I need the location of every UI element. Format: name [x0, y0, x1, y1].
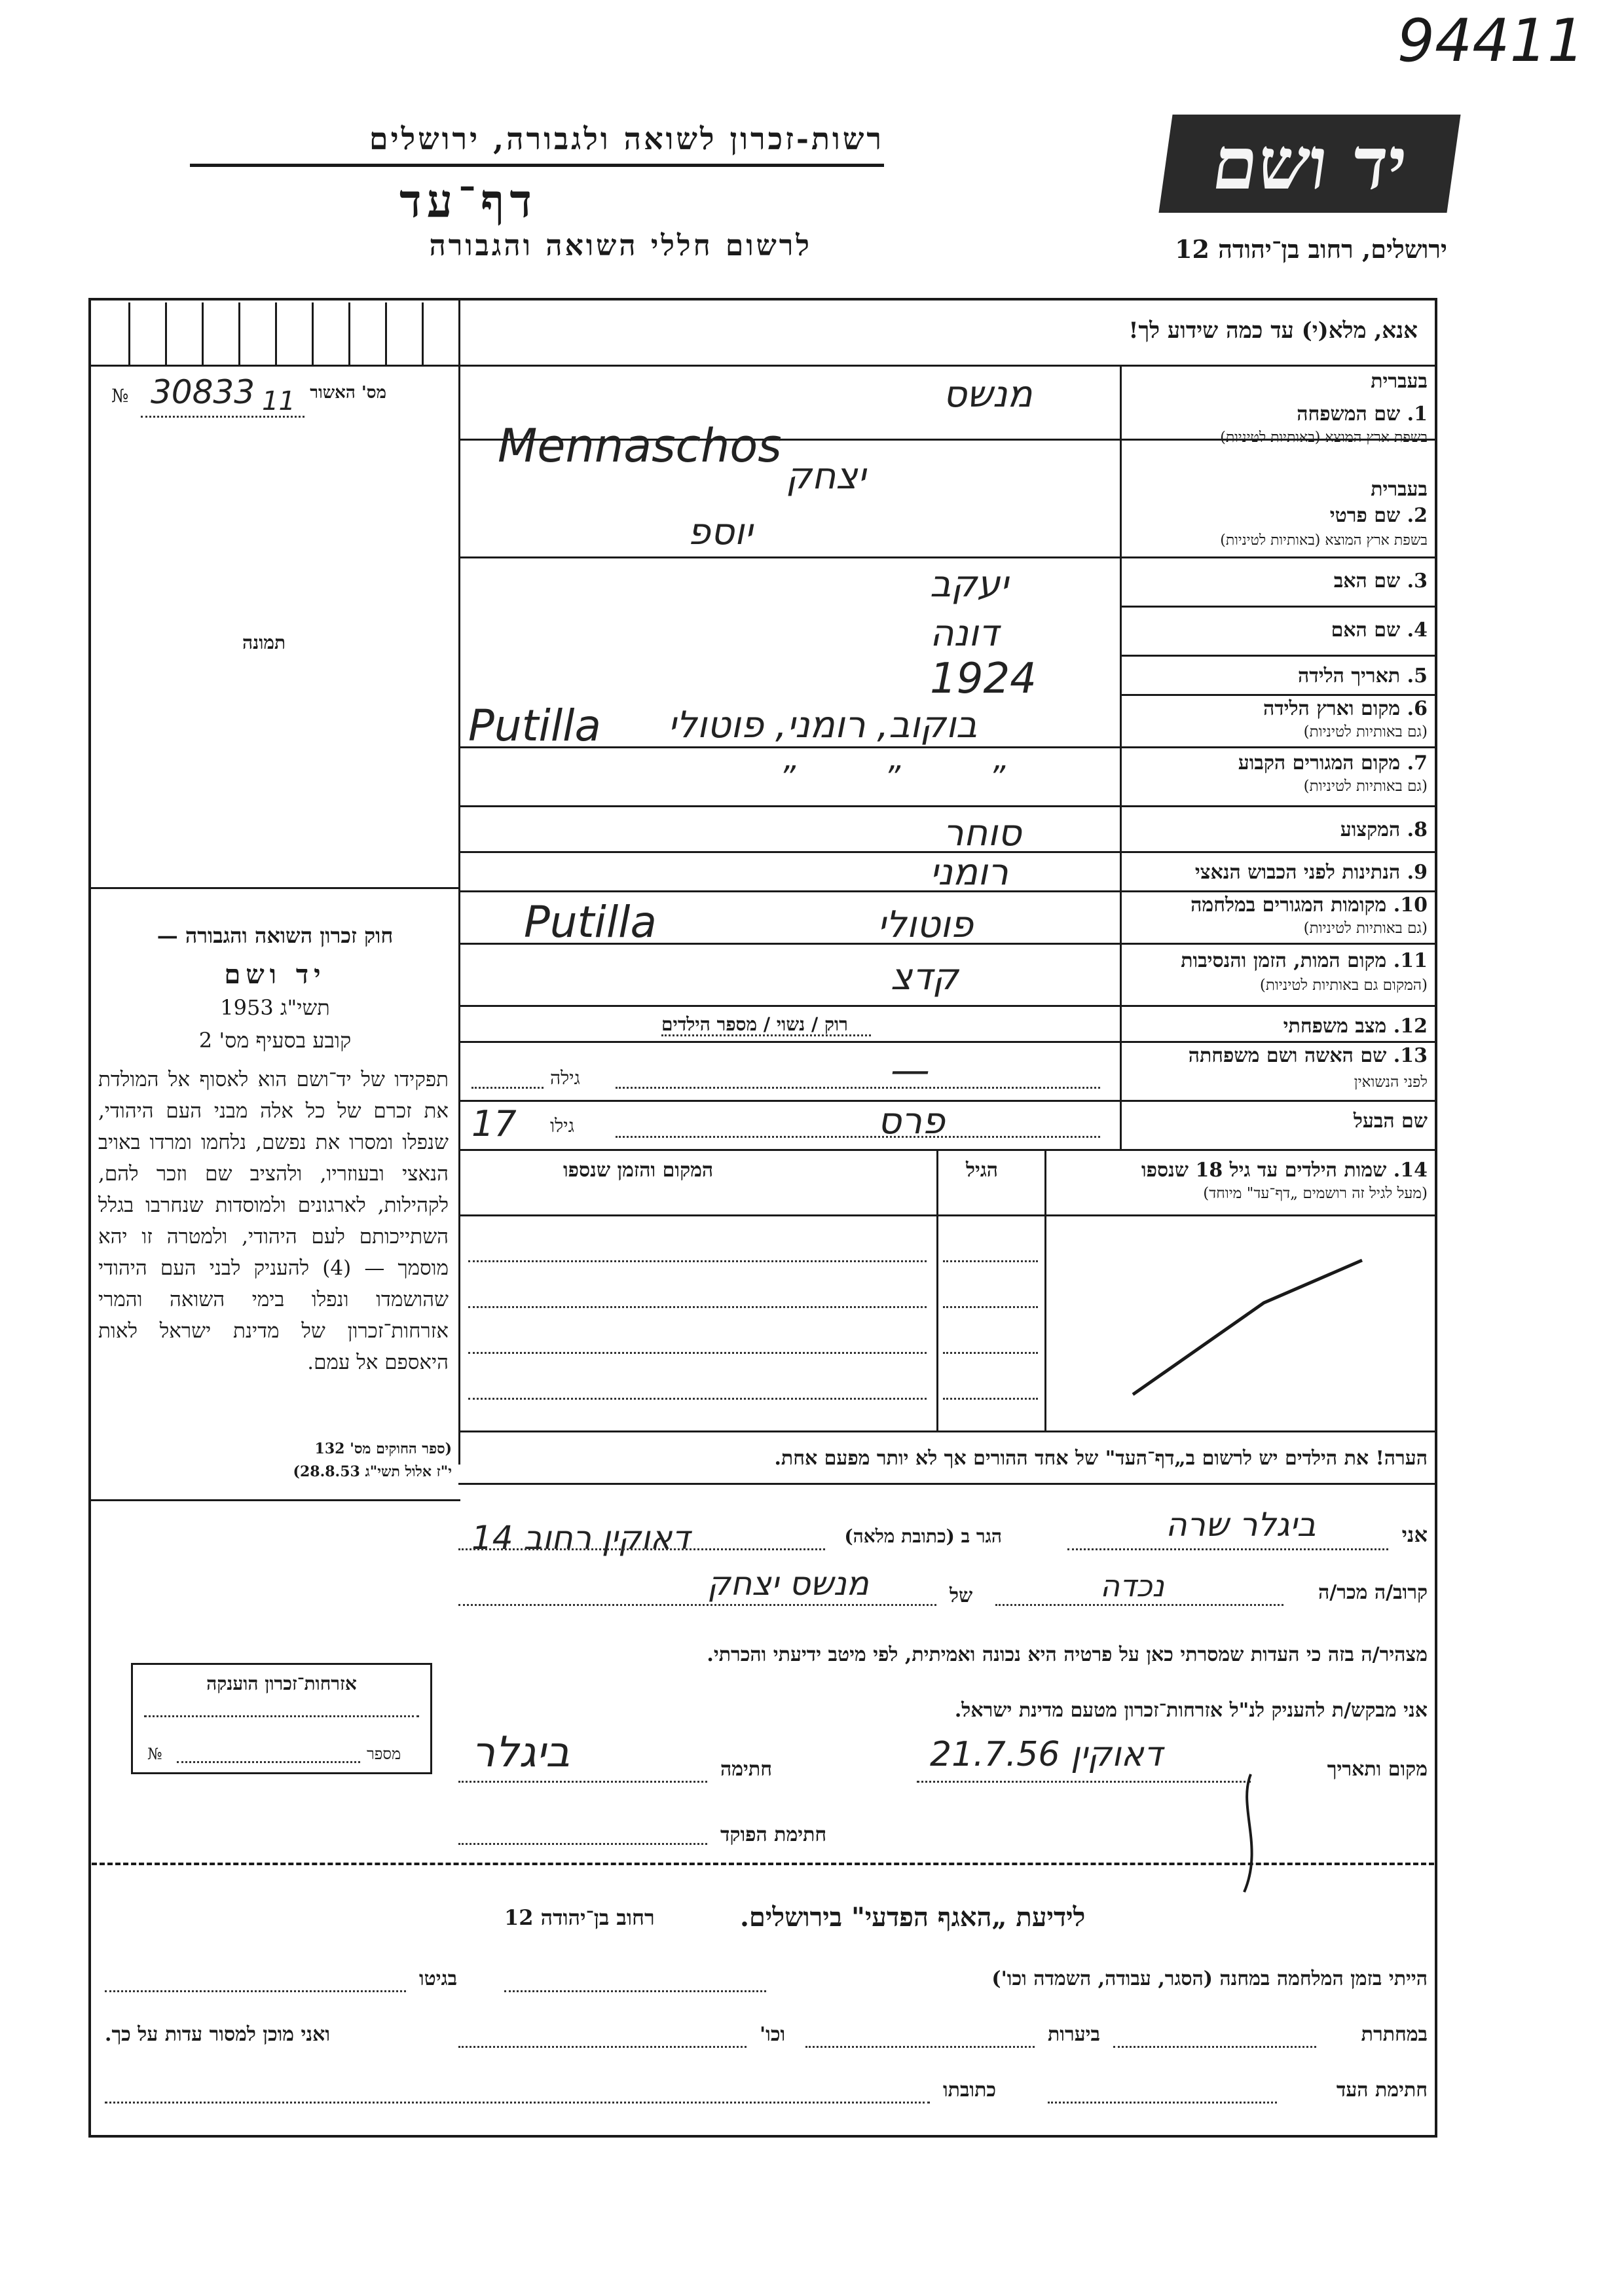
field-number: 3.: [1407, 570, 1428, 592]
field-label: [1340, 818, 1428, 841]
law-ref-2: י"ז אלול תשי"ג 28.8.53): [293, 1463, 452, 1480]
approval-suffix: 11: [262, 386, 295, 416]
field-number: 12.: [1393, 1015, 1428, 1038]
wife-mark: —: [891, 1048, 930, 1093]
field-number: 11.: [1393, 949, 1428, 972]
children-row-line: [943, 1260, 1038, 1262]
strikeout-line: [1133, 1260, 1362, 1394]
family-status-options: רוק / נשוי / מספר הילדים: [661, 1013, 848, 1035]
declaration-relative-label: קרוב/ה מכר/ה: [1318, 1581, 1428, 1604]
field-text: שם הבעל: [1353, 1110, 1428, 1133]
note-text: הערה! את הילדים יש לרשום ב„דף־העד" של אחד ההורים אך לא יותר מפעם אחת.: [774, 1447, 1428, 1470]
field-sub: בשפת ארץ המוצא (באותיות לטיניות): [1220, 532, 1428, 549]
husband-name-line: [616, 1136, 1100, 1138]
declaration-of-name: מנשס יצחק: [707, 1565, 869, 1603]
family-status-line: [661, 1034, 871, 1036]
left-column-divider: [458, 299, 460, 1465]
field-text: מקום המות, הזמן והנסיבות: [1181, 949, 1387, 972]
row-divider: [458, 1041, 1437, 1043]
field-text: הנתינות לפני הכבוש הנאצי: [1194, 861, 1401, 884]
birth-place: בוקוב, רומני, פוטולי: [668, 704, 978, 746]
authority-name: רשות-זכרון לשואה ולגבורה, ירושלים: [369, 121, 884, 156]
field-sub: בשפת ארץ המוצא (באותיות לטיניות): [1220, 429, 1428, 446]
header-underline: [190, 164, 884, 167]
nationality: רומני: [930, 851, 1008, 894]
field-label: [1354, 1110, 1428, 1133]
stroke-path: [1244, 1774, 1252, 1892]
officer-label: חתימת הפוקד: [720, 1823, 827, 1846]
declaration-resides-label: הגר ב (כתובת מלאה): [844, 1525, 1002, 1547]
field-label: [1189, 1044, 1428, 1067]
field-lang-label: בעברית: [1371, 478, 1428, 501]
declaration-of-label: של: [950, 1584, 973, 1607]
field-text: מקומות המגורים במלחמה: [1190, 894, 1387, 917]
wife-age-label: גילה: [550, 1067, 580, 1089]
law-text: תפקידו של יד־ושם הוא לאסוף אל המולדת את זכרם של כל אלה מבני העם היהודי, שנפלו ומסרו את נפשם, נלחמו ומרדו באויב הנאצי ובעוזריו, ולהציב שם וזכר להם, לקהילות, לארגונים ולמוסדות שנחרבו בגלל השתייכותם לעם היהודי, ולמטרה זו יהא מוסמך — (4) להעניק לבני העם היהודי שהושמדו ונפלו בימי השואה והמרי אזרחות־זכרון של מדינת ישראל לאות היאספם אל עמם.: [98, 1068, 449, 1374]
signature-stroke: [1231, 1768, 1270, 1899]
field-label: [1181, 949, 1428, 972]
grid-cell: [385, 302, 424, 365]
children-row-line: [943, 1398, 1038, 1400]
children-header-divider: [458, 1214, 1437, 1216]
residence: ” ” ”: [779, 759, 1045, 796]
children-age-header: הגיל: [966, 1159, 999, 1182]
children-strikeout: [1113, 1244, 1375, 1408]
declaration-relative: נכדה: [1100, 1568, 1164, 1603]
field-number: 10.: [1393, 894, 1428, 917]
field-label: [1298, 665, 1428, 687]
grid-cell: [238, 302, 277, 365]
wife-name-line: [616, 1087, 1100, 1089]
declaration-address: דאוקין רחוב 14: [471, 1519, 690, 1557]
children-row-line: [468, 1260, 927, 1262]
field-text: מצב משפחתי: [1283, 1015, 1387, 1038]
children-label: 14. שמות הילדים עד גיל 18 שנספו: [1141, 1159, 1428, 1182]
yad-vashem-logo: יד ושם: [1158, 115, 1460, 213]
field-label: [1263, 697, 1428, 720]
children-sub: (מעל לגיל זה רושמים „דף־עד" מיוחד): [1203, 1185, 1428, 1202]
info-forests: ביערות: [1048, 2023, 1101, 2046]
row-divider: [1120, 694, 1437, 696]
field-number: 6.: [1407, 697, 1428, 720]
wartime-residence-latin: Putilla: [524, 897, 657, 947]
grid-cell: [348, 302, 387, 365]
row-divider: [88, 365, 1437, 367]
declaration-name-line: [1067, 1548, 1388, 1550]
children-col-divider: [936, 1149, 938, 1430]
field-sub: לפני הנשואין: [1354, 1074, 1428, 1091]
officer-line: [458, 1843, 707, 1845]
field-text: שם האשה ושם משפחתה: [1188, 1044, 1387, 1067]
surname-hebrew: מנשס: [943, 373, 1033, 416]
approval-prefix: №: [111, 385, 129, 407]
form-title: דף־עד: [399, 173, 538, 228]
children-col-divider: [1044, 1149, 1046, 1430]
place-date-label: מקום ותאריך: [1327, 1758, 1428, 1781]
field-number: 4.: [1407, 619, 1428, 642]
children-row-line: [943, 1306, 1038, 1308]
field-number: 8.: [1407, 818, 1428, 841]
field-sub: (גם באותיות לטיניות): [1303, 920, 1428, 937]
signature-line: [458, 1781, 707, 1783]
children-row-line: [943, 1352, 1038, 1354]
field-text: מקום וארץ הלידה: [1263, 697, 1401, 720]
field-sub: (גם באותיות לטיניות): [1303, 778, 1428, 795]
approval-number: 30833: [151, 373, 255, 411]
firstname-hebrew: יצחק: [786, 455, 866, 498]
wartime-residence: פוטולי: [877, 903, 974, 946]
grid-cell: [202, 302, 240, 365]
declaration-of-line: [458, 1604, 936, 1606]
signature-value: ביגלר: [471, 1728, 570, 1777]
field-label: [1195, 861, 1428, 884]
father-name: יעקב: [930, 563, 1008, 606]
declaration-name: ביגלר שרה: [1166, 1506, 1316, 1544]
grid-cell: [312, 302, 350, 365]
grid-cell: [275, 302, 314, 365]
field-sub: (גם באותיות לטיניות): [1303, 723, 1428, 740]
field-label: [1334, 570, 1428, 592]
intro-text: אנא, מלא(י) עד כמה שידוע לך!: [1128, 318, 1418, 344]
info-etc-line: [458, 2046, 747, 2048]
field-text: תאריך הלידה: [1298, 665, 1401, 687]
surname-latin: Mennaschos: [498, 419, 782, 473]
law-ref-1: (ספר החוקים מס' 132: [314, 1440, 452, 1457]
field-label: [1190, 894, 1428, 917]
children-row-line: [468, 1352, 927, 1354]
field-number: 2.: [1407, 504, 1428, 527]
field-label: [1330, 504, 1428, 527]
field-number: 9.: [1407, 861, 1428, 884]
field-text: שם פרטי: [1329, 504, 1401, 527]
info-camp-line: [504, 1990, 766, 1992]
info-ghetto-line: [105, 1990, 406, 1992]
photo-divider: [88, 887, 460, 889]
info-address-label: כתובתו: [943, 2079, 997, 2102]
info-witness-signature: חתימת העד: [1336, 2079, 1428, 2102]
archive-number: 94411: [1397, 7, 1585, 75]
label-column-divider: [1120, 365, 1122, 1150]
photo-label: תמונה: [242, 632, 286, 653]
info-underground: במחתרת: [1361, 2023, 1428, 2046]
place-date-value: דאוקין 21.7.56: [930, 1735, 1163, 1774]
declaration-statement-1: מצהיר/ה בזה כי העדות שמסרתי כאן על פרטיה היא נכונה ואמיתית, לפי מיטב ידיעתי והכרתי.: [707, 1643, 1428, 1666]
info-title: לידיעת „האגף הפדעי" בירושלים.: [740, 1902, 1086, 1933]
children-place-header: המקום והזמן שנספו: [563, 1159, 714, 1182]
info-forests-line: [805, 2046, 1035, 2048]
field-text: שם האם: [1331, 619, 1401, 642]
field-number: 13.: [1393, 1044, 1428, 1067]
row-divider: [458, 746, 1437, 748]
info-address-line: [105, 2102, 930, 2104]
children-row-line: [468, 1398, 927, 1400]
firstname-second: יוספ: [688, 511, 753, 553]
law-title: חוק זכרון השואה והגבורה —: [157, 923, 394, 948]
signature-label: חתימה: [720, 1758, 772, 1781]
field-number: 1.: [1407, 403, 1428, 426]
info-ready: ואני מוכן למסור עדות על כך.: [105, 2023, 331, 2046]
info-underground-line: [1113, 2046, 1316, 2048]
birth-place-latin: Putilla: [468, 701, 601, 751]
field-number: 7.: [1407, 752, 1428, 774]
husband-name: פרס: [877, 1100, 945, 1142]
place-date-line: [917, 1781, 1251, 1783]
field-label: [1283, 1015, 1428, 1038]
citizenship-number-line: [177, 1761, 360, 1763]
row-divider: [1120, 606, 1437, 608]
declaration-relative-line: [995, 1604, 1283, 1606]
info-address: רחוב בן־יהודה 12: [504, 1905, 655, 1930]
row-divider: [458, 1005, 1437, 1007]
law-name: יד ושם: [224, 959, 326, 990]
row-divider: [458, 805, 1437, 807]
children-row-line: [468, 1306, 927, 1308]
husband-age-label: גילו: [550, 1115, 574, 1137]
citizenship-line: [144, 1715, 419, 1717]
wife-age-line: [471, 1087, 544, 1089]
mother-name: דונה: [930, 612, 999, 655]
profession: סוחר: [943, 812, 1022, 854]
note-top-divider: [458, 1430, 1437, 1432]
row-divider: [458, 1149, 1437, 1151]
field-text: שם המשפחה: [1297, 403, 1401, 426]
declaration-statement-2: אני מבקש/ת להעניק לנ"ל אזרחות־זכרון מטעם מדינת ישראל.: [954, 1699, 1428, 1722]
declaration-i-label: אני: [1401, 1522, 1428, 1547]
section-separator: [92, 1863, 1434, 1865]
husband-age: 17: [471, 1103, 517, 1144]
field-label: [1297, 403, 1428, 426]
left-column-bottom: [88, 1499, 460, 1501]
field-text: שם האב: [1333, 570, 1401, 592]
field-label: [1238, 752, 1428, 774]
field-text: מקום המגורים הקבוע: [1238, 752, 1401, 774]
field-label: [1331, 619, 1428, 642]
row-divider: [458, 1100, 1437, 1102]
grid-cell: [165, 302, 204, 365]
law-year: תשי"ג 1953: [220, 995, 330, 1020]
approval-label: מס' האשור: [310, 383, 386, 403]
grid-cell: [128, 302, 167, 365]
field-lang-label: בעברית: [1371, 370, 1428, 393]
form-subtitle: לרשום חללי השואה והגבורה: [429, 229, 812, 263]
grid-cell: [92, 302, 130, 365]
citizenship-number-prefix: №: [147, 1745, 162, 1763]
birth-date: 1924: [930, 655, 1037, 703]
row-divider: [458, 556, 1437, 558]
row-divider: [1120, 655, 1437, 657]
note-bottom-divider: [458, 1483, 1437, 1485]
declaration-address-line: [458, 1548, 825, 1550]
death-place: קדצ: [891, 956, 959, 998]
field-text: המקצוע: [1340, 818, 1401, 841]
info-line-1: הייתי בזמן המלחמה במחנה (הסגר, עבודה, השמדה וכו'): [991, 1967, 1428, 1990]
info-witness-line: [1048, 2102, 1277, 2104]
field-sub: (המקום גם באותיות לטיניות): [1259, 977, 1428, 994]
citizenship-number-label: מספר: [367, 1745, 401, 1763]
law-clause: קובע בסעיף מס' 2: [198, 1028, 352, 1053]
citizenship-title: אזרחות־זכרון הוענקה: [206, 1673, 357, 1694]
info-ghetto: בגיטו: [419, 1967, 458, 1990]
header-address: ירושלים, רחוב בן־יהודה 12: [1175, 234, 1447, 264]
approval-line: [141, 416, 304, 418]
info-etc: וכו': [760, 2023, 786, 2046]
field-number: 5.: [1407, 665, 1428, 687]
